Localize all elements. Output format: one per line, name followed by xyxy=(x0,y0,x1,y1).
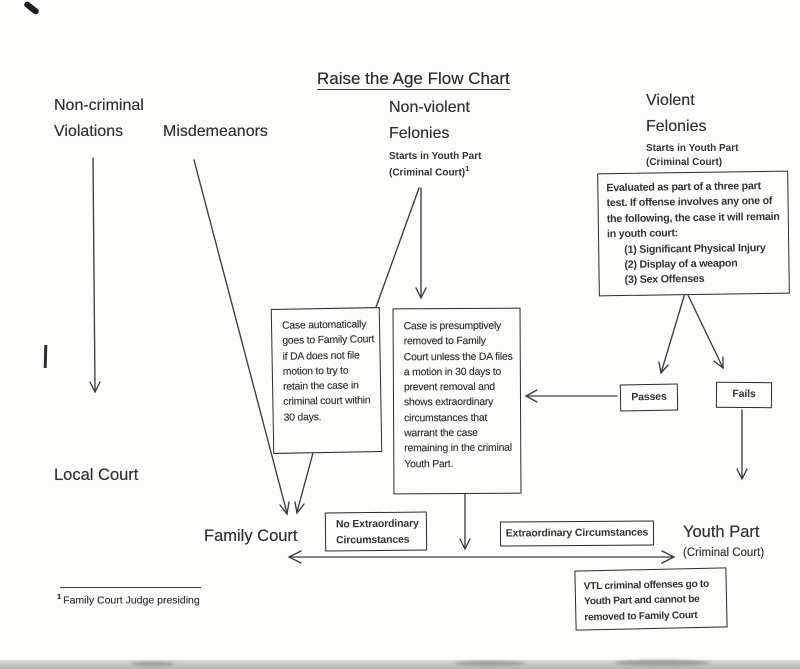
arrow-fails-to-youth-part xyxy=(737,410,747,479)
track-violent-start-line2: (Criminal Court) xyxy=(646,157,723,169)
track-violent-label: Violent Felonies xyxy=(646,92,707,135)
destination-youth-part: Youth Part xyxy=(683,523,760,541)
arrow-presumptive-to-baseline xyxy=(460,494,470,549)
vtl-note-box: VTL criminal offenses go to Youth Part and cannot be removed to Family Court xyxy=(574,567,727,630)
destination-family-court: Family Court xyxy=(204,527,298,545)
three-part-test-box xyxy=(597,171,790,297)
passes-box: Passes xyxy=(620,383,678,411)
page-title: Raise the Age Flow Chart xyxy=(317,69,510,88)
destination-local-court: Local Court xyxy=(54,466,139,484)
footnote-text: Family Court Judge presiding xyxy=(63,594,200,607)
track-misdemeanors: Misdemeanors xyxy=(163,123,268,140)
track-non-violent-start-line1: Starts in Youth Part xyxy=(389,151,482,163)
track-non-criminal-violations: Non-criminal Violations xyxy=(54,97,144,140)
arrow-nonviolent-to-presumptive-box xyxy=(416,188,426,298)
no-extraordinary-circumstances-box: No Extraordinary Circumstances xyxy=(325,511,427,551)
line-nonviolent-to-auto-box xyxy=(375,188,419,310)
arrow-test-to-passes xyxy=(659,293,685,373)
extraordinary-circumstances-box: Extraordinary Circumstances xyxy=(500,520,654,546)
arrow-family-court-youth-part-bidirectional xyxy=(289,551,674,563)
footnote-marker: 1 xyxy=(57,592,62,601)
footnote-reference: 1 xyxy=(465,164,470,174)
automatic-removal-box: Case automatically goes to Family Court if DA does not file motion to try to retain the case in criminal court within 30 days. xyxy=(271,307,383,454)
test-item-3: (3) Sex Offenses xyxy=(624,273,705,287)
track-non-violent-start-line2: (Criminal Court)$^1$ xyxy=(389,164,470,179)
arrow-passes-to-presumptive-box xyxy=(526,390,617,402)
presumptive-removal-box: Case is presumptively removed to Family Court unless the DA files a motion in 30 days to prevent removal and shows extraordinary circumstances that warrant the case remaining in the criminal Youth Part. xyxy=(393,308,522,495)
fails-box: Fails xyxy=(716,382,772,408)
destination-youth-part-sub: (Criminal Court) xyxy=(683,547,765,559)
track-non-violent-label: Non-violent Felonies xyxy=(389,99,470,142)
track-violent-start-line1: Starts in Youth Part xyxy=(646,143,739,155)
arrow-noncriminal-to-local-court xyxy=(90,158,100,392)
arrow-test-to-fails xyxy=(687,293,723,368)
arrow-auto-box-to-family-court xyxy=(295,453,313,513)
test-item-1: (1) Significant Physical Injury xyxy=(624,241,766,256)
three-part-test-intro: Evaluated as part of a three part test. If offense involves any one of the following, the case it will remain in youth court: xyxy=(606,180,780,241)
test-item-2: (2) Display of a weapon xyxy=(624,257,738,271)
